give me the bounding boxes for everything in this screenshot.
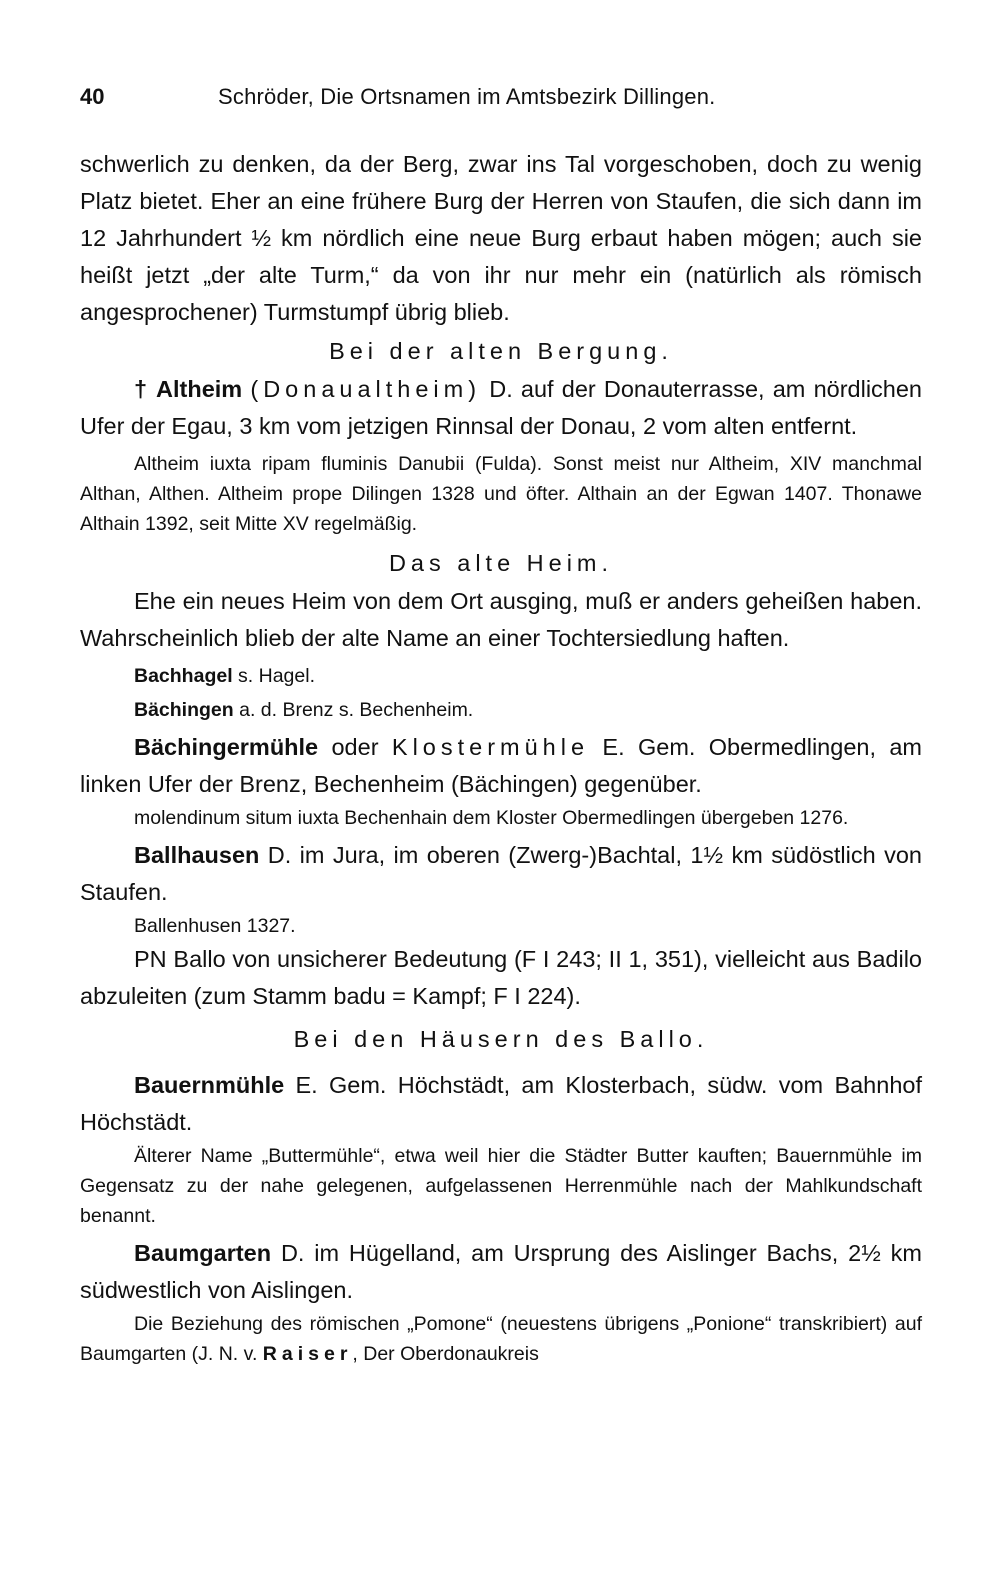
sources-baumgarten-b: , Der Oberdonaukreis bbox=[352, 1343, 539, 1365]
entry-text-bauernmuehle: E. Gem. Höchstädt, am Klosterbach, südw. vom Bahnhof Höchstädt. bbox=[80, 1072, 922, 1135]
running-title: Schröder, Die Ortsnamen im Amtsbezirk Dillingen. bbox=[218, 84, 716, 109]
entry-altheim bbox=[80, 371, 922, 445]
lemma-altheim: † Altheim bbox=[134, 376, 243, 402]
entry-text-baechingermuehle: E. Gem. Obermedlingen, am linken Ufer der Brenz, Bechenheim (Bächingen) gegenüber. bbox=[80, 734, 922, 797]
altname-baechingermuehle: Klostermühle bbox=[391, 734, 590, 760]
entry-text-bachhagel: s. Hagel. bbox=[232, 665, 315, 687]
entry-ballhausen bbox=[80, 837, 922, 911]
entry-baumgarten bbox=[80, 1235, 922, 1309]
entry-text-baumgarten: D. im Hügelland, am Ursprung des Aislinger Bachs, 2½ km südwestlich von Aislingen. bbox=[80, 1240, 922, 1303]
page-text bbox=[80, 146, 922, 1369]
sources-bauernmuehle: Älterer Name „Buttermühle“, etwa weil hier die Städter Butter kauften; Bauernmühle im Gegensatz zu der nahe gelegenen, aufgelassenen Herrenmühle nach der Mahlkundschaft benannt. bbox=[80, 1145, 922, 1227]
entry-bachhagel bbox=[80, 661, 922, 691]
entry-baechingermuehle bbox=[80, 729, 922, 803]
sources-baumgarten-a: Die Beziehung des römischen „Pomone“ (neuestens übrigens „Ponione“ transkribiert) auf Baumgarten (J. N. v. bbox=[80, 1313, 922, 1365]
sources-baechingermuehle: molendinum situm iuxta Bechenhain dem Kloster Obermedlingen übergeben 1276. bbox=[134, 807, 849, 829]
sources-altheim: Altheim iuxta ripam fluminis Danubii (Fulda). Sonst meist nur Altheim, XIV manchmal Althan, Althen. Altheim prope Dilingen 1328 und öfter. Althain an der Egwan 1407. Thonawe Althain 1392, seit Mitte XV regelmäßig. bbox=[80, 453, 922, 535]
entry-bauernmuehle bbox=[80, 1067, 922, 1141]
document-page bbox=[80, 80, 922, 1369]
section-heading-heim: Das alte Heim. bbox=[388, 550, 614, 576]
note-ballhausen: PN Ballo von unsicherer Bedeutung (F I 243; II 1, 351), vielleicht aus Badilo abzuleiten (zum Stamm badu = Kampf; F I 224). bbox=[80, 946, 922, 1009]
entry-baechingen bbox=[80, 695, 922, 725]
entry-text-ballhausen: D. im Jura, im oberen (Zwerg-)Bachtal, 1½ km südöstlich von Staufen. bbox=[80, 842, 922, 905]
section-heading-bergung: Bei der alten Bergung. bbox=[329, 338, 673, 364]
lemma-baechingermuehle: Bächingermühle bbox=[134, 734, 319, 760]
lemma-baumgarten: Baumgarten bbox=[134, 1240, 272, 1266]
lemma-bauernmuehle: Bauernmühle bbox=[134, 1072, 285, 1098]
page-header bbox=[80, 80, 922, 120]
sources-baumgarten bbox=[80, 1309, 922, 1369]
paragraph-intro: schwerlich zu denken, da der Berg, zwar ins Tal vorgeschoben, doch zu wenig Platz bietet. Eher an eine frühere Burg der Herren von Staufen, die sich dann im 12 Jahrhundert ½ km nördlich eine neue Burg erbaut haben mögen; auch sie heißt jetzt „der alte Turm,“ da von ihr nur mehr ein (natürlich als römisch angesprochener) Turmstumpf übrig blieb. bbox=[80, 151, 922, 325]
lemma-bachhagel: Bachhagel bbox=[134, 665, 233, 687]
lemma-ballhausen: Ballhausen bbox=[134, 842, 260, 868]
lemma-baechingen: Bächingen bbox=[134, 699, 234, 721]
entry-text-baechingen: a. d. Brenz s. Bechenheim. bbox=[233, 699, 474, 721]
section-heading-ballo: Bei den Häusern des Ballo. bbox=[293, 1026, 709, 1052]
entry-text-altheim: D. auf der Donauterrasse, am nördlichen Ufer der Egau, 3 km vom jetzigen Rinnsal der Donau, 2 vom alten entfernt. bbox=[80, 376, 922, 439]
connector-baechingermuehle: oder bbox=[318, 734, 392, 760]
sources-ballhausen: Ballenhusen 1327. bbox=[134, 915, 296, 937]
paragraph-heim: Ehe ein neues Heim von dem Ort ausging, muß er anders geheißen haben. Wahrscheinlich blieb der alte Name an einer Tochtersiedlung haften. bbox=[80, 588, 922, 651]
author-name-raiser: Raiser bbox=[262, 1343, 353, 1365]
altname-altheim: (Donaualtheim) bbox=[250, 376, 482, 402]
page-number: 40 bbox=[80, 84, 105, 109]
